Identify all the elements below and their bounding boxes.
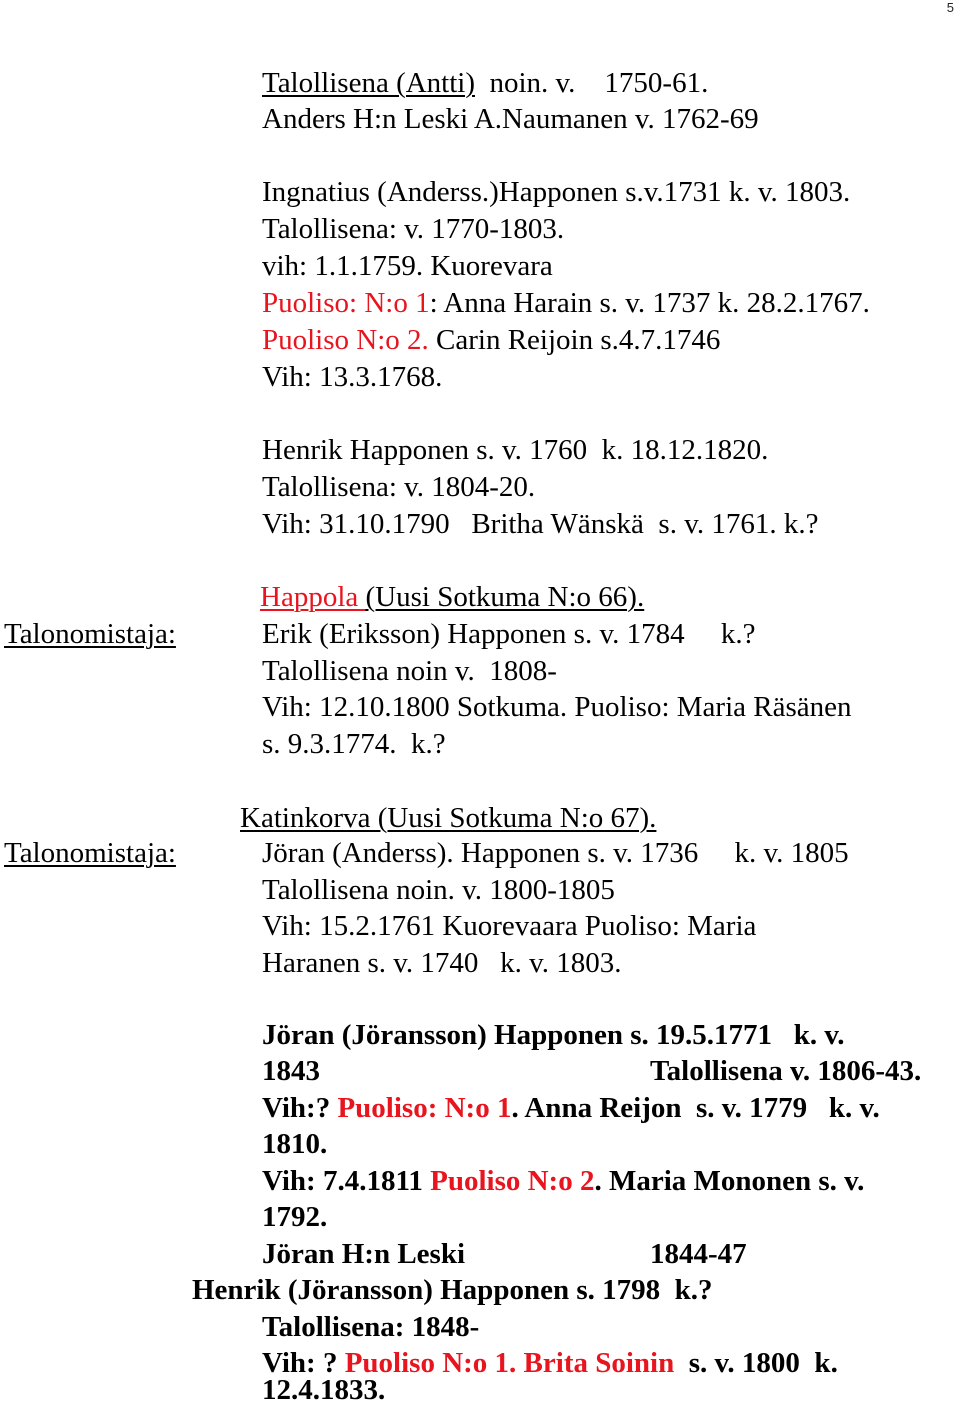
spouse2-label-red: Puoliso N:o 2. xyxy=(262,324,429,356)
block2-line6: Vih: 13.3.1768. xyxy=(262,361,443,393)
happola-owner-label: Talonomistaja: xyxy=(4,618,176,650)
joran-line5-rest: . Maria Mononen s. v. xyxy=(594,1165,865,1197)
block2-line4 xyxy=(262,286,870,320)
block3-line2: Talollisena: v. 1804-20. xyxy=(262,471,536,503)
happola-heading-rest: (Uusi Sotkuma N:o 66). xyxy=(365,581,645,613)
katinkorva-line4: Haranen s. v. 1740 k. v. 1803. xyxy=(262,947,622,979)
block2-line2: Talollisena: v. 1770-1803. xyxy=(262,213,565,245)
katinkorva-heading: Katinkorva (Uusi Sotkuma N:o 67). xyxy=(240,802,657,834)
happola-line2: Talollisena noin v. 1808- xyxy=(262,655,557,687)
henrik2-line1: Henrik (Jöransson) Happonen s. 1798 k.? xyxy=(192,1274,713,1306)
katinkorva-line2: Talollisena noin. v. 1800-1805 xyxy=(262,874,615,906)
block2-line5-rest: Carin Reijoin s.4.7.1746 xyxy=(428,324,721,356)
block3-line3: Vih: 31.10.1790 Britha Wänskä s. v. 1761. k.? xyxy=(262,508,819,540)
block2-line4-rest: : Anna Harain s. v. 1737 k. 28.2.1767. xyxy=(429,287,870,319)
joran-line3-rest: . Anna Reijon s. v. 1779 k. v. xyxy=(511,1092,880,1124)
joran-line3 xyxy=(262,1091,880,1125)
block2-line5 xyxy=(262,323,720,357)
katinkorva-line3: Vih: 15.2.1761 Kuorevaara Puoliso: Maria xyxy=(262,910,757,942)
block1-line2: Anders H:n Leski A.Naumanen v. 1762-69 xyxy=(262,103,759,135)
happola-heading xyxy=(260,580,644,614)
block1-line1 xyxy=(262,66,708,100)
joran-line1: Jöran (Jöransson) Happonen s. 19.5.1771 k. v. xyxy=(262,1019,845,1051)
block2-line1: Ingnatius (Anderss.)Happonen s.v.1731 k. v. 1803. xyxy=(262,176,851,208)
spouse-label-red: Puoliso: N:o 1 xyxy=(262,287,430,319)
joran-line2a: 1843 xyxy=(262,1055,320,1087)
block1-line1-rest: noin. v. 1750-61. xyxy=(475,67,709,99)
henrik2-line2: Talollisena: 1848- xyxy=(262,1311,480,1343)
henrik2-line3-rest: s. v. 1800 k. xyxy=(674,1347,838,1379)
joran-line7a: Jöran H:n Leski xyxy=(262,1238,466,1270)
joran-line3-vih: Vih:? xyxy=(262,1092,338,1124)
joran-line5 xyxy=(262,1164,864,1198)
block3-line1: Henrik Happonen s. v. 1760 k. 18.12.1820. xyxy=(262,434,769,466)
joran-line6: 1792. xyxy=(262,1201,328,1233)
happola-name: Happola xyxy=(260,581,366,613)
joran-line4: 1810. xyxy=(262,1128,328,1160)
katinkorva-line1: Jöran (Anderss). Happonen s. v. 1736 k. v. 1805 xyxy=(262,837,849,869)
henrik2-spouse-red: Puoliso N:o 1. Brita Soinin xyxy=(344,1347,675,1379)
henrik2-line3-vih: Vih: ? xyxy=(262,1347,345,1379)
page-number: 5 xyxy=(946,0,954,15)
joran-line5-vih: Vih: 7.4.1811 xyxy=(262,1165,431,1197)
henrik2-line4: 12.4.1833. xyxy=(262,1374,386,1406)
joran-spouse2-red: Puoliso N:o 2 xyxy=(430,1165,595,1197)
happola-line4: s. 9.3.1774. k.? xyxy=(262,728,446,760)
happola-line1: Erik (Eriksson) Happonen s. v. 1784 k.? xyxy=(262,618,756,650)
joran-line7b: 1844-47 xyxy=(650,1238,747,1270)
happola-line3: Vih: 12.10.1800 Sotkuma. Puoliso: Maria Räsänen xyxy=(262,691,852,723)
antti-link-text: Talollisena (Antti) xyxy=(262,67,475,99)
joran-spouse1-red: Puoliso: N:o 1 xyxy=(337,1092,512,1124)
block2-line3: vih: 1.1.1759. Kuorevara xyxy=(262,250,553,282)
joran-line2b: Talollisena v. 1806-43. xyxy=(650,1055,922,1087)
katinkorva-owner-label: Talonomistaja: xyxy=(4,837,176,869)
